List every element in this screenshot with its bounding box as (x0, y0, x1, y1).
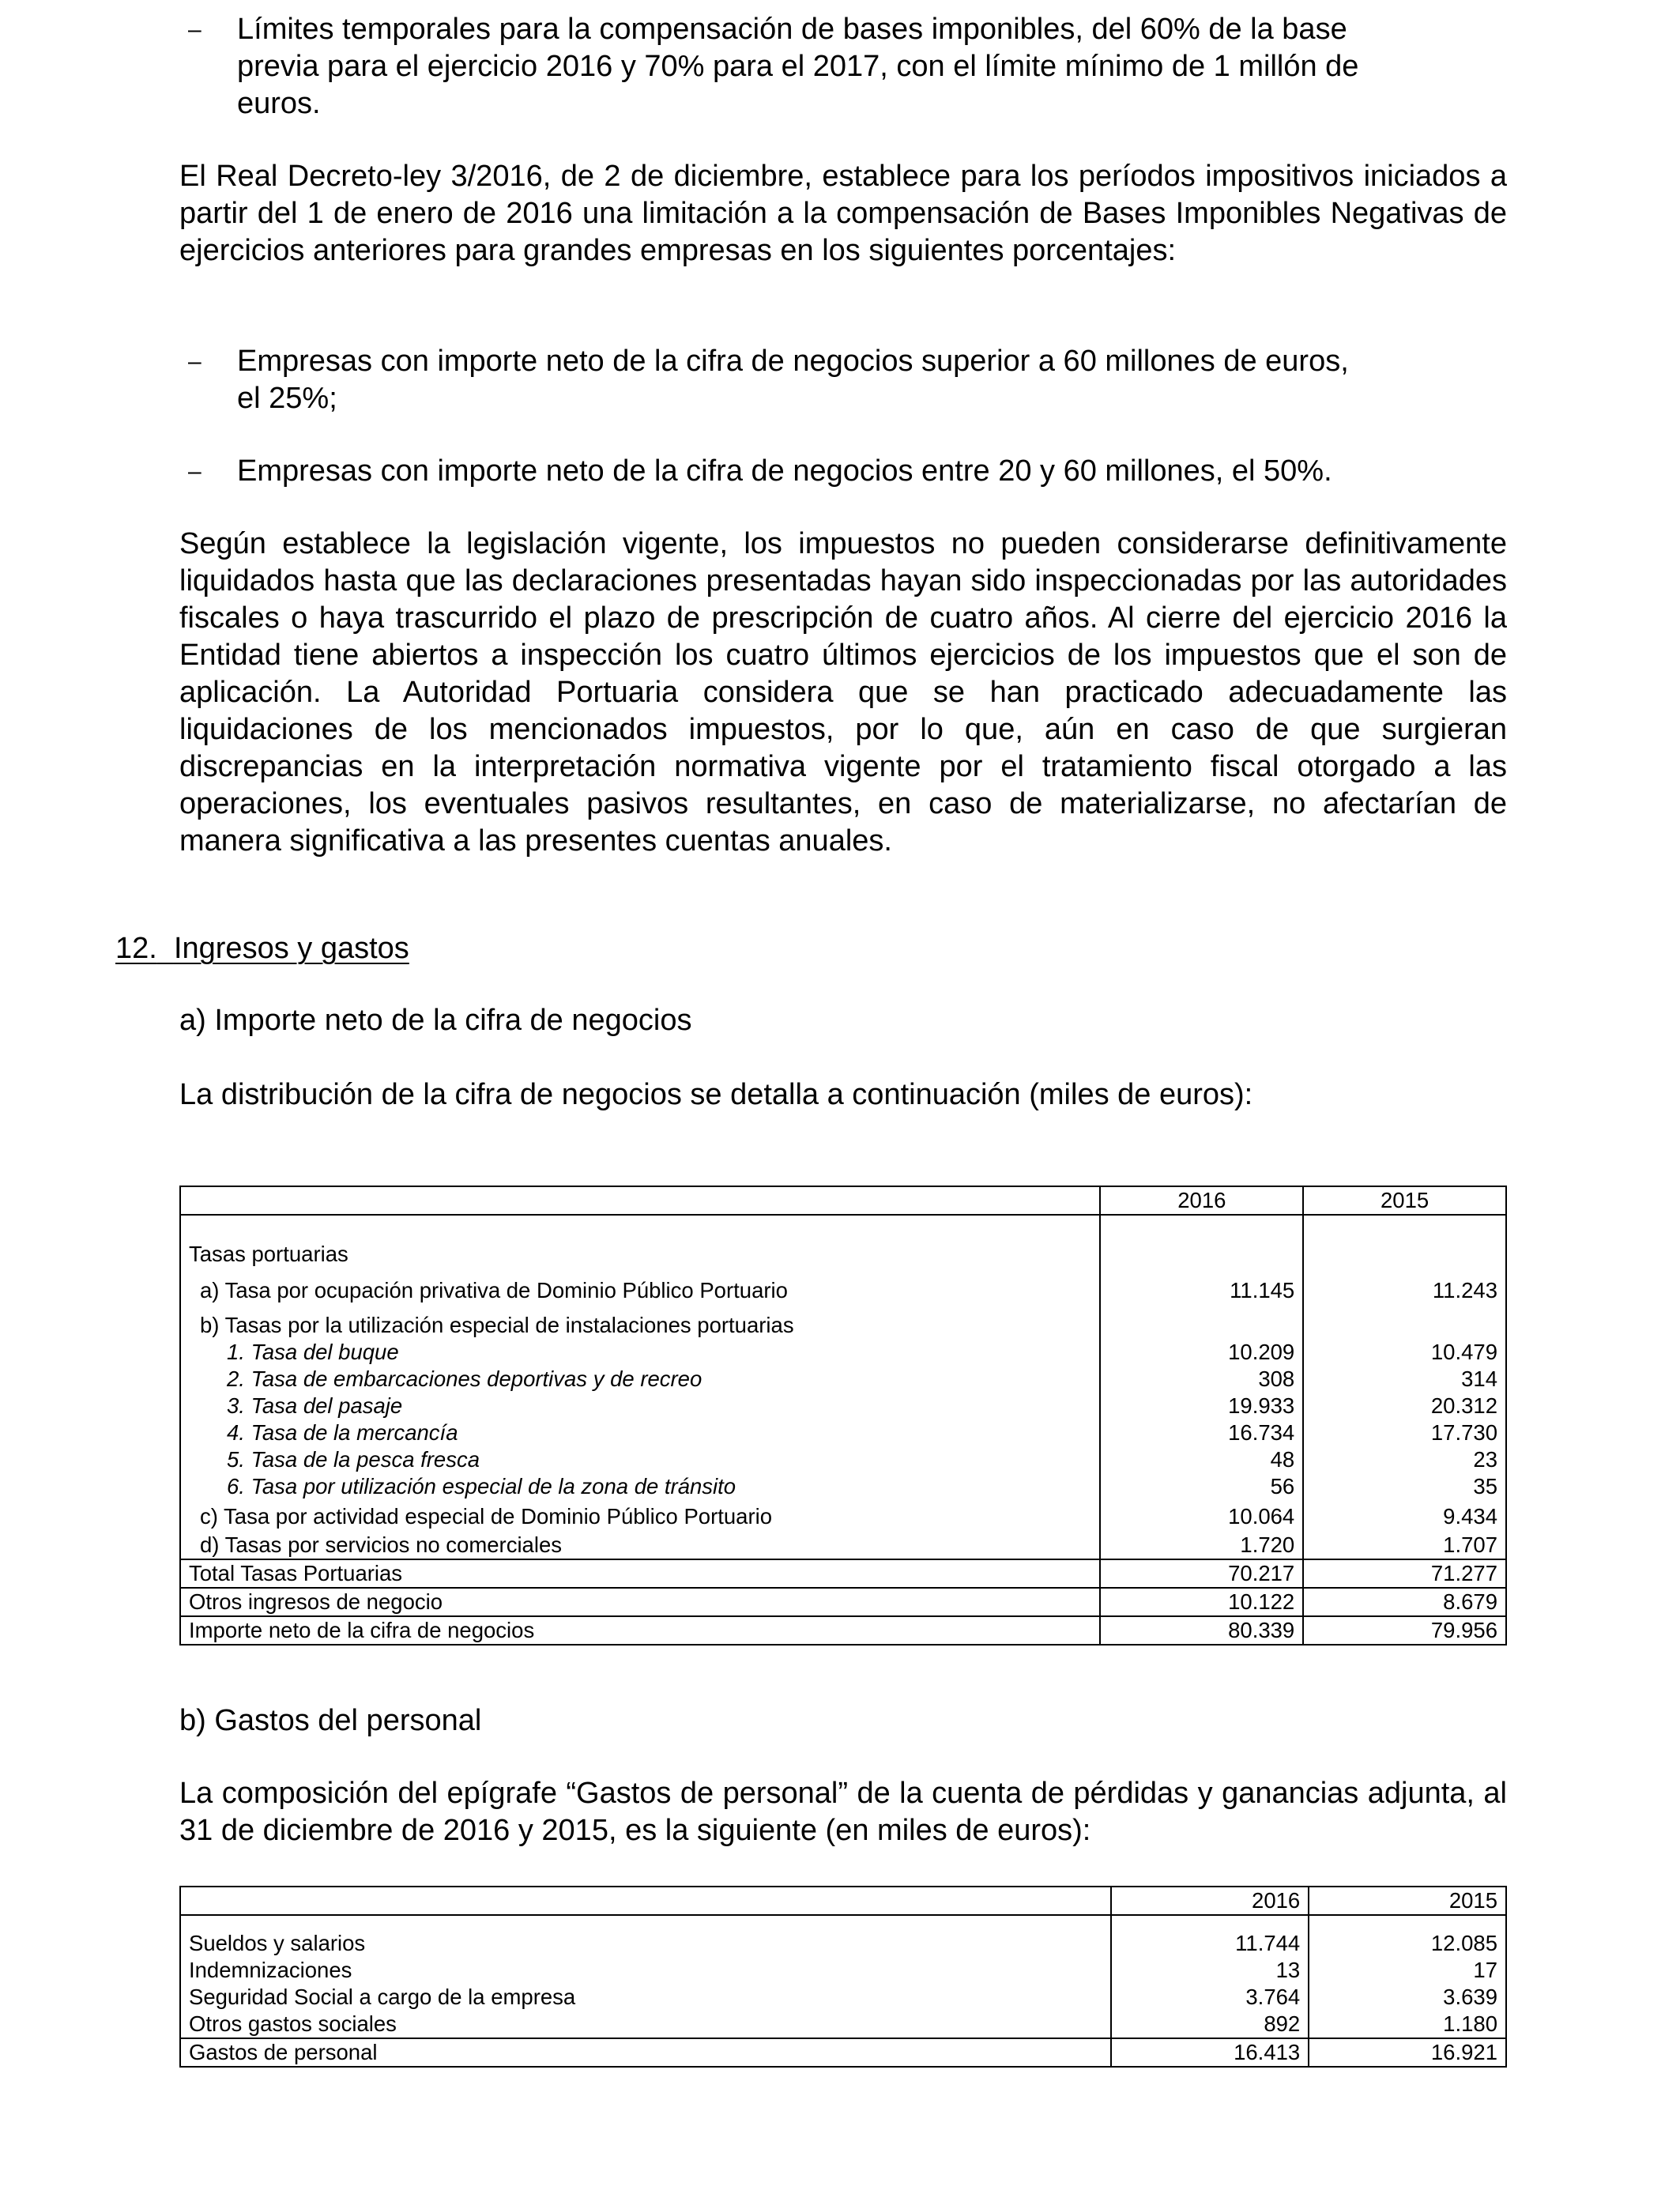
table-gastos-personal (179, 1886, 1507, 2068)
table-row (180, 1500, 1506, 1530)
value-2016: 3.764 (1111, 1984, 1309, 2011)
table-row (180, 1446, 1506, 1473)
table-cifra-negocios (179, 1186, 1507, 1646)
value-2015: 12.085 (1309, 1915, 1506, 1957)
value-2016: 48 (1100, 1446, 1303, 1473)
value-2015: 17.730 (1303, 1419, 1506, 1446)
total-row (180, 1588, 1506, 1616)
year-header: 2015 (1303, 1186, 1506, 1215)
dash-marker: – (188, 349, 202, 375)
row-label: Otros ingresos de negocio (180, 1588, 1100, 1616)
bullet-empresas-20-60 (188, 453, 1509, 490)
paragraph-legislacion: Según establece la legislación vigente, los impuestos no pueden considerarse definitivamente liquidados hasta que las declaraciones presentadas hayan sido inspeccionadas por las autoridades fiscales o haya trascurrido el plazo de prescripción de cuatro años. Al cierre del ejercicio 2016 la Entidad tiene abiertos a inspección los cuatro últimos ejercicios de los impuestos que el son de aplicación. La Autoridad Portuaria considera que se han practicado adecuadamente las liquidaciones de los mencionados impuestos, por lo que, aún en caso de que surgieran discrepancias en la interpretación normativa vigente por el tratamiento fiscal otorgado a las operaciones, los eventuales pasivos resultantes, en caso de materializarse, no afectarían de manera significativa a las presentes cuentas anuales. (179, 527, 1507, 858)
table-row (180, 1268, 1506, 1304)
value-2015: 11.243 (1303, 1268, 1506, 1304)
table-row (180, 1957, 1506, 1984)
value-2015: 1.707 (1303, 1530, 1506, 1559)
year-header: 2015 (1309, 1887, 1506, 1915)
total-row (180, 1559, 1506, 1588)
value-2015: 23 (1303, 1446, 1506, 1473)
subsection-b-title: b) Gastos del personal (179, 1704, 482, 1737)
table-row (180, 1366, 1506, 1393)
value-2015: 10.479 (1303, 1339, 1506, 1366)
section-heading (115, 930, 409, 967)
row-label: c) Tasa por actividad especial de Dominio Público Portuario (180, 1500, 1100, 1530)
bullet-line: Empresas con importe neto de la cifra de negocios entre 20 y 60 millones, el 50%. (237, 454, 1332, 488)
value-2015: 9.434 (1303, 1500, 1506, 1530)
table-row (180, 1304, 1506, 1339)
table-row (180, 1339, 1506, 1366)
paragraph-real-decreto: El Real Decreto-ley 3/2016, de 2 de diciembre, establece para los períodos impositivos iniciados a partir del 1 de enero de 2016 una limitación a la compensación de Bases Imponibles Negativas de ejercicios anteriores para grandes empresas en los siguientes porcentajes: (179, 160, 1507, 267)
row-label: Indemnizaciones (180, 1957, 1111, 1984)
row-label: d) Tasas por servicios no comerciales (180, 1530, 1100, 1559)
row-label: 4. Tasa de la mercancía (180, 1419, 1100, 1446)
total-row (180, 2038, 1506, 2067)
value-2016: 11.744 (1111, 1915, 1309, 1957)
row-label: 2. Tasa de embarcaciones deportivas y de recreo (180, 1366, 1100, 1393)
subsection-b-intro: La composición del epígrafe “Gastos de personal” de la cuenta de pérdidas y ganancias adjunta, al 31 de diciembre de 2016 y 2015, es la siguiente (en miles de euros): (179, 1777, 1507, 1847)
row-label: Seguridad Social a cargo de la empresa (180, 1984, 1111, 2011)
value-2016: 892 (1111, 2011, 1309, 2038)
row-label: 5. Tasa de la pesca fresca (180, 1446, 1100, 1473)
value-2016: 308 (1100, 1366, 1303, 1393)
table-header-row (180, 1186, 1506, 1215)
dash-marker: – (188, 458, 202, 484)
value-2015: 35 (1303, 1473, 1506, 1500)
value-2016: 10.122 (1100, 1588, 1303, 1616)
value-2015: 17 (1309, 1957, 1506, 1984)
value-2016: 16.734 (1100, 1419, 1303, 1446)
value-2015: 20.312 (1303, 1393, 1506, 1419)
bullet-limites-temporales (188, 11, 1509, 123)
table-row (180, 1473, 1506, 1500)
bullet-line: previa para el ejercicio 2016 y 70% para el 2017, con el límite mínimo de 1 millón de (237, 50, 1359, 83)
table-row (180, 1393, 1506, 1419)
value-2016: 13 (1111, 1957, 1309, 1984)
year-header: 2016 (1100, 1186, 1303, 1215)
row-label: 3. Tasa del pasaje (180, 1393, 1100, 1419)
bullet-line: Límites temporales para la compensación de bases imponibles, del 60% de la base (237, 13, 1347, 46)
value-2015: 3.639 (1309, 1984, 1506, 2011)
dash-marker: – (188, 17, 202, 43)
value-2016: 16.413 (1111, 2038, 1309, 2067)
group-title: Tasas portuarias (180, 1215, 1100, 1268)
table-row (180, 1530, 1506, 1559)
table-row (180, 1984, 1506, 2011)
bullet-line: el 25%; (237, 382, 337, 415)
section-title: Ingresos y gastos (173, 932, 409, 965)
value-2016: 11.145 (1100, 1268, 1303, 1304)
value-2015: 16.921 (1309, 2038, 1506, 2067)
row-label: Otros gastos sociales (180, 2011, 1111, 2038)
row-label: 1. Tasa del buque (180, 1339, 1100, 1366)
value-2015: 314 (1303, 1366, 1506, 1393)
table-header-row (180, 1887, 1506, 1915)
bullet-line: Empresas con importe neto de la cifra de negocios superior a 60 millones de euros, (237, 345, 1349, 378)
bullet-line: euros. (237, 87, 321, 120)
value-2016: 70.217 (1100, 1559, 1303, 1588)
subsection-a-intro: La distribución de la cifra de negocios se detalla a continuación (miles de euros): (179, 1078, 1253, 1111)
row-label: a) Tasa por ocupación privativa de Dominio Público Portuario (180, 1268, 1100, 1304)
table-row (180, 1215, 1506, 1268)
value-2016: 80.339 (1100, 1616, 1303, 1645)
row-label: Importe neto de la cifra de negocios (180, 1616, 1100, 1645)
table-row (180, 2011, 1506, 2038)
value-2016: 10.209 (1100, 1339, 1303, 1366)
value-2016: 56 (1100, 1473, 1303, 1500)
value-2015: 1.180 (1309, 2011, 1506, 2038)
value-2015: 8.679 (1303, 1588, 1506, 1616)
table-row (180, 1915, 1506, 1957)
subsection-a-title: a) Importe neto de la cifra de negocios (179, 1004, 692, 1037)
row-label: b) Tasas por la utilización especial de instalaciones portuarias (180, 1304, 1100, 1339)
section-number: 12. (115, 932, 157, 965)
row-label: Sueldos y salarios (180, 1915, 1111, 1957)
value-2016: 10.064 (1100, 1500, 1303, 1530)
bullet-empresas-60 (188, 343, 1509, 417)
row-label: Gastos de personal (180, 2038, 1111, 2067)
year-header: 2016 (1111, 1887, 1309, 1915)
table-row (180, 1419, 1506, 1446)
value-2016: 19.933 (1100, 1393, 1303, 1419)
value-2015: 71.277 (1303, 1559, 1506, 1588)
row-label: Total Tasas Portuarias (180, 1559, 1100, 1588)
total-row (180, 1616, 1506, 1645)
value-2015: 79.956 (1303, 1616, 1506, 1645)
value-2016: 1.720 (1100, 1530, 1303, 1559)
row-label: 6. Tasa por utilización especial de la zona de tránsito (180, 1473, 1100, 1500)
